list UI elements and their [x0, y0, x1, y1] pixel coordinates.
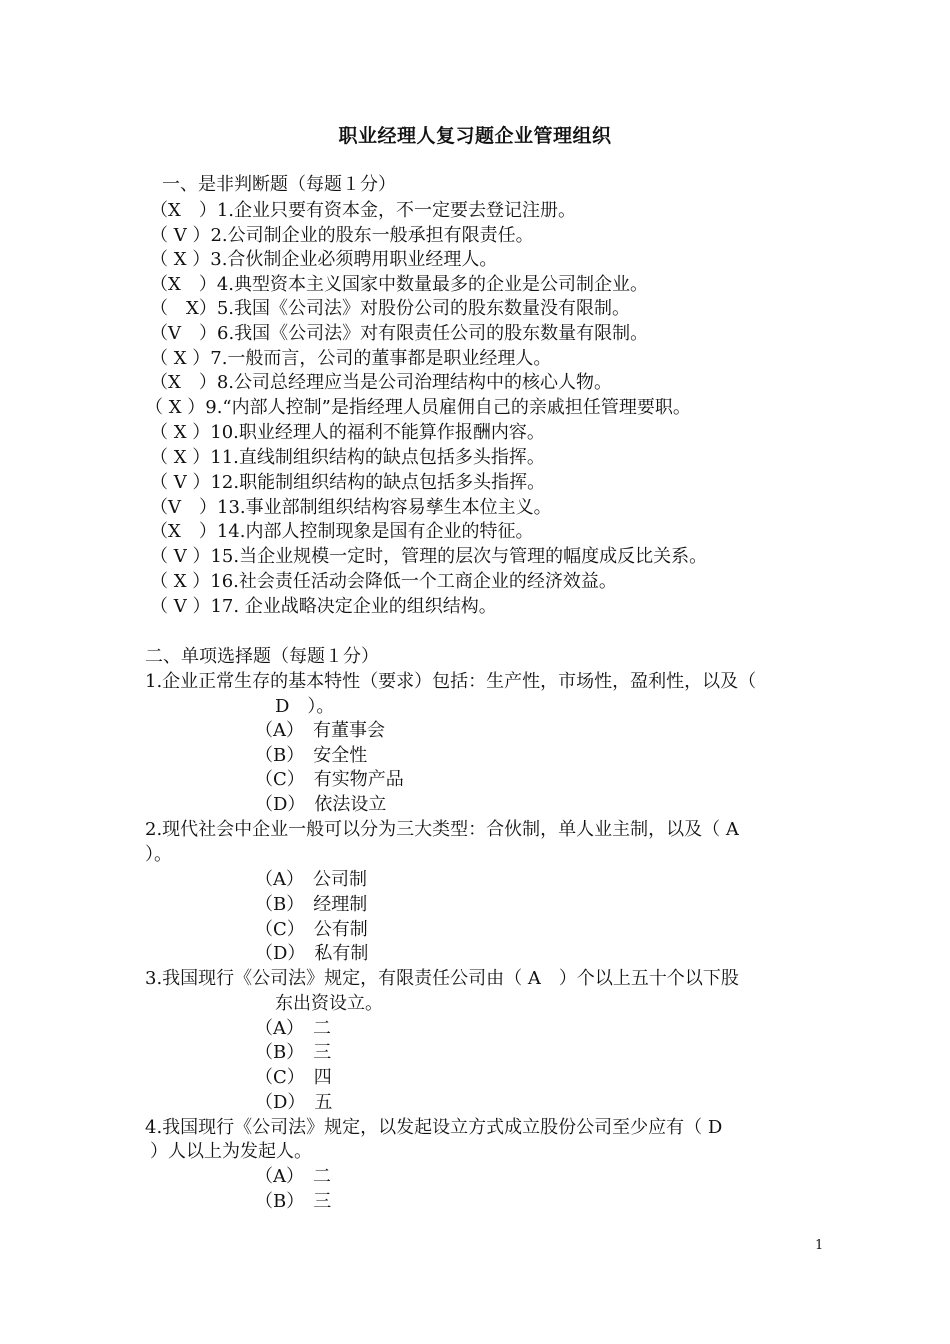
question-4-stem-cont: ）人以上为发起人。	[150, 1141, 312, 1162]
tf-item-16: （ X ）16.社会责任活动会降低一个工商企业的经济效益。	[150, 571, 617, 592]
question-2-option-d: （D） 私有制	[255, 943, 369, 964]
question-1-option-b: （B） 安全性	[255, 745, 368, 766]
tf-item-8: （X ）8.公司总经理应当是公司治理结构中的核心人物。	[150, 372, 612, 393]
tf-item-10: （ X ）10.职业经理人的福利不能算作报酬内容。	[150, 422, 545, 443]
question-1-stem: 1.企业正常生存的基本特性（要求）包括：生产性，市场性，盈利性，以及（	[145, 671, 757, 692]
tf-item-3: （ X ）3.合伙制企业必须聘用职业经理人。	[150, 249, 498, 270]
page-title: 职业经理人复习题企业管理组织	[338, 125, 612, 147]
question-3-option-a: （A） 二	[255, 1018, 331, 1039]
tf-item-14: （X ）14.内部人控制现象是国有企业的特征。	[150, 521, 534, 542]
question-1-stem-cont: D ）。	[275, 696, 335, 717]
question-3-option-c: （C） 四	[255, 1067, 332, 1088]
tf-item-17: （ V ）17. 企业战略决定企业的组织结构。	[150, 596, 497, 617]
tf-item-9: （ X ）9.“内部人控制”是指经理人员雇佣自己的亲戚担任管理要职。	[145, 397, 691, 418]
tf-item-12: （ V ）12.职能制组织结构的缺点包括多头指挥。	[150, 472, 546, 493]
tf-item-1: （X ）1.企业只要有资本金，不一定要去登记注册。	[150, 200, 576, 221]
tf-item-4: （X ）4.典型资本主义国家中数量最多的企业是公司制企业。	[150, 274, 648, 295]
question-2-stem-cont: ）。	[145, 844, 172, 865]
question-2-option-b: （B） 经理制	[255, 894, 368, 915]
question-3-stem-cont: 东出资设立。	[275, 993, 383, 1014]
question-3-option-d: （D） 五	[255, 1092, 333, 1113]
tf-item-7: （ X ）7.一般而言，公司的董事都是职业经理人。	[150, 348, 552, 369]
question-4-option-a: （A） 二	[255, 1166, 331, 1187]
tf-item-15: （ V ）15.当企业规模一定时，管理的层次与管理的幅度成反比关系。	[150, 546, 708, 567]
tf-item-2: （ V ）2.公司制企业的股东一般承担有限责任。	[150, 225, 534, 246]
section2-heading: 二、单项选择题（每题１分）	[145, 646, 379, 667]
question-1-option-c: （C） 有实物产品	[255, 769, 404, 790]
question-1-option-d: （D） 依法设立	[255, 794, 387, 815]
page-number: 1	[815, 1238, 824, 1253]
question-3-stem: 3.我国现行《公司法》规定，有限责任公司由（ A ）个以上五十个以下股	[145, 968, 739, 989]
question-2-stem: 2.现代社会中企业一般可以分为三大类型：合伙制，单人业主制，以及（ A	[145, 819, 739, 840]
section1-heading: 一、是非判断题（每题１分）	[162, 174, 396, 195]
tf-item-11: （ X ）11.直线制组织结构的缺点包括多头指挥。	[150, 447, 545, 468]
tf-item-13: （V ）13.事业部制组织结构容易孳生本位主义。	[150, 497, 552, 518]
question-2-option-c: （C） 公有制	[255, 919, 368, 940]
tf-item-5: （ X）5.我国《公司法》对股份公司的股东数量没有限制。	[150, 298, 630, 319]
question-4-stem: 4.我国现行《公司法》规定，以发起设立方式成立股份公司至少应有（ D	[145, 1117, 723, 1138]
question-2-option-a: （A） 公司制	[255, 869, 367, 890]
tf-item-6: （V ）6.我国《公司法》对有限责任公司的股东数量有限制。	[150, 323, 649, 344]
question-1-option-a: （A） 有董事会	[255, 720, 385, 741]
question-4-option-b: （B） 三	[255, 1191, 332, 1212]
question-3-option-b: （B） 三	[255, 1042, 332, 1063]
